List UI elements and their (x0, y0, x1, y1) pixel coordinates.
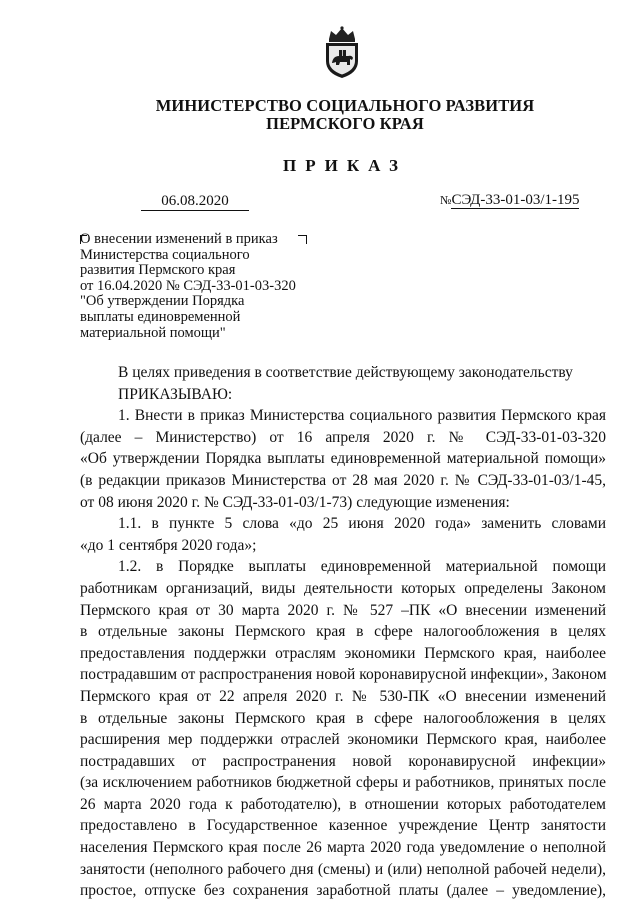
ministry-title-line-2: ПЕРМСКОГО КРАЯ (266, 114, 424, 133)
subject-line: материальной помощи" (80, 324, 226, 341)
document-number-value: СЭД-33-01-03/1-195 (451, 192, 580, 208)
body-line: В целях приведения в соответствие действующему законодательству (118, 364, 573, 381)
ministry-title (0, 97, 640, 133)
body-line: (далее – Министерство) от 16 апреля 2020 г. № СЭД-33-01-03-320 (80, 428, 606, 446)
order-keyword: ПРИКАЗЫВАЮ: (118, 385, 233, 403)
subject-line: развития Пермского края (80, 262, 236, 279)
body-line: расширения мер поддержки отраслей экономики Пермского края, наиболее (80, 731, 606, 749)
body-line: в отдельные законы Пермского края в сфере налогообложения в целях (80, 623, 606, 641)
number-sign: № (440, 193, 452, 207)
subject-line: О внесении изменений в приказ (80, 231, 278, 247)
body-line: от 08 июня 2020 г. № СЭД-33-01-03/1-73) следующие изменения: (80, 493, 510, 511)
body-line: «Об утверждении Порядка выплаты единовременной материальной помощи» (80, 450, 606, 468)
body-line: населения Пермского края после 26 марта 2020 года уведомление о неполной (80, 839, 606, 857)
perm-krai-coat-of-arms-icon (321, 25, 363, 79)
body-line: (за исключением работников бюджетной сферы и работников, принятых после (80, 774, 606, 792)
body-line: 1.2. в Порядке выплаты единовременной материальной помощи (118, 558, 606, 576)
body-line: пострадавшим от распространения новой коронавирусной инфекции», Законом (80, 666, 607, 684)
body-line: работникам организаций, виды деятельности которых определены Законом (80, 579, 606, 597)
subject-line: от 16.04.2020 № СЭД-33-01-03-320 (80, 277, 296, 294)
document-subject (80, 232, 320, 341)
subject-line: Министерства социального (80, 246, 250, 263)
body-line: 1. Внести в приказ Министерства социального развития Пермского края (118, 407, 606, 425)
body-line: простое, отпуске без сохранения заработной платы (далее – уведомление), (80, 882, 606, 900)
subject-line: выплаты единовременной (80, 308, 241, 325)
body-line: Пермского края от 30 марта 2020 г. № 527 –ПК «О внесении изменений (80, 601, 606, 619)
document-body (80, 362, 606, 902)
body-line: занятости (неполного рабочего дня (смены) и (или) неполной рабочей недели), (80, 860, 606, 878)
body-line: в отдельные законы Пермского края в сфере налогообложения в целях (80, 709, 606, 727)
body-line: Пермского края от 22 апреля 2020 г. № 530-ПК «О внесении изменений (80, 687, 606, 705)
document-type-heading: ПРИКАЗ (283, 156, 407, 175)
document-date: 06.08.2020 (141, 193, 249, 211)
ministry-title-line-1: МИНИСТЕРСТВО СОЦИАЛЬНОГО РАЗВИТИЯ (155, 96, 535, 115)
body-line: (в редакции приказов Министерства от 28 мая 2020 г. № СЭД-33-01-03/1-45, (80, 471, 606, 489)
subject-line: "Об утверждении Порядка (80, 293, 245, 310)
body-line: предоставлено в Государственное казенное учреждение Центр занятости (80, 817, 606, 835)
body-line: 1.1. в пункте 5 слова «до 25 июня 2020 года» заменить словами (118, 515, 606, 533)
body-line: пострадавших от распространения новой коронавирусной инфекции» (80, 752, 606, 770)
body-line: 26 марта 2020 года к работодателю), в отношении которых работодателем (80, 795, 606, 813)
body-line: «до 1 сентября 2020 года»; (80, 536, 257, 554)
document-number (440, 192, 579, 209)
body-line: предоставления поддержки отраслям экономики Пермского края, наиболее (80, 644, 606, 662)
